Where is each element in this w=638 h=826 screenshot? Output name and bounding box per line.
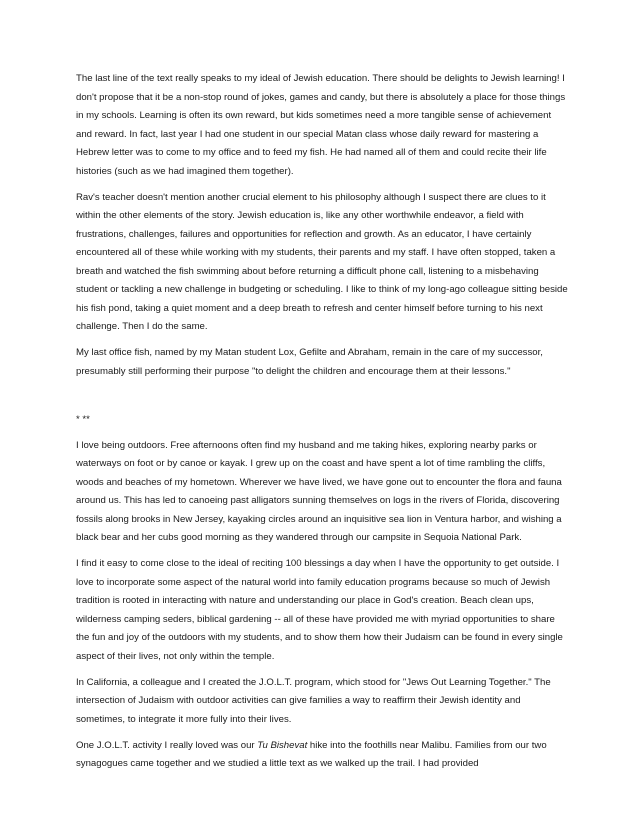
paragraph-last: [76, 737, 568, 774]
paragraph: In California, a colleague and I created the J.O.L.T. program, which stood for "Jews Out Learning Together." The intersection of Judaism with outdoor activities can give families a way to reaffirm their Jewish identity and sometimes, to integrate it more fully into their lives.: [76, 676, 551, 725]
paragraph: Rav's teacher doesn't mention another crucial element to his philosophy although I suspect there are clues to it within the other elements of the story. Jewish education is, like any other worthwhile endeavor, a field with frustrations, challenges, failures and opportunities for reflection and growth. As an educator, I have certainly encountered all of these while working with my students, their parents and my staff. I have often stopped, taken a breath and watched the fish swimming about before returning a difficult phone call, listening to a misbehaving student or tackling a new challenge in budgeting or scheduling. I like to think of my long-ago colleague sitting beside his fish pond, taking a quiet moment and a deep breath to refresh and center himself before turning to his next challenge. Then I do the same.: [76, 191, 568, 332]
section-separator: * **: [76, 413, 90, 425]
paragraph: The last line of the text really speaks to my ideal of Jewish education. There should be delights to Jewish learning! I don't propose that it be a non-stop round of jokes, games and candy, but there is absolutely a place for those things in my schools. Learning is often its own reward, but kids sometimes need a more tangible sense of achievement and reward. In fact, last year I had one student in our special Matan class whose daily reward for mastering a Hebrew letter was to come to my office and to feed my fish. He had named all of them and could recite their life histories (such as we had imagined them together).: [76, 73, 566, 177]
text-span: hike into the foothills near Malibu. Families from our two synagogues came together and we studied a little text as we walked up the trail. I had provided: [76, 739, 547, 769]
paragraph: I love being outdoors. Free afternoons often find my husband and me taking hikes, exploring nearby parks or waterways on foot or by canoe or kayak. I grew up on the coast and have spent a lot of time rambling the cliffs, woods and beaches of my hometown. Wherever we have lived, we have gone out to encounter the flora and fauna around us. This has led to canoeing past alligators sunning themselves on logs in the rivers of Florida, discovering fossils along brooks in New Jersey, kayaking circles around an inquisitive sea lion in Ventura harbor, and wishing a black bear and her cubs good morning as they wandered through our campsite in Sequoia National Park.: [76, 439, 562, 543]
text-span: One J.O.L.T. activity I really loved was our: [76, 739, 258, 751]
paragraph: I find it easy to come close to the ideal of reciting 100 blessings a day when I have the opportunity to get outside. I love to incorporate some aspect of the natural world into family education programs because so much of Jewish tradition is rooted in interacting with nature and understanding our place in God's creation. Beach clean ups, wilderness camping seders, biblical gardening -- all of these have provided me with myriad opportunities to share the fun and joy of the outdoors with my students, and to show them how their Judaism can be found in every single aspect of their lives, not only within the temple.: [76, 558, 563, 662]
paragraph: My last office fish, named by my Matan student Lox, Gefilte and Abraham, remain in the care of my successor, presumably still performing their purpose "to delight the children and encourage them at their lessons.": [76, 347, 543, 377]
italic-term: Tu Bishevat: [257, 739, 308, 751]
section-gap: [76, 389, 568, 411]
document-body: [76, 70, 568, 781]
